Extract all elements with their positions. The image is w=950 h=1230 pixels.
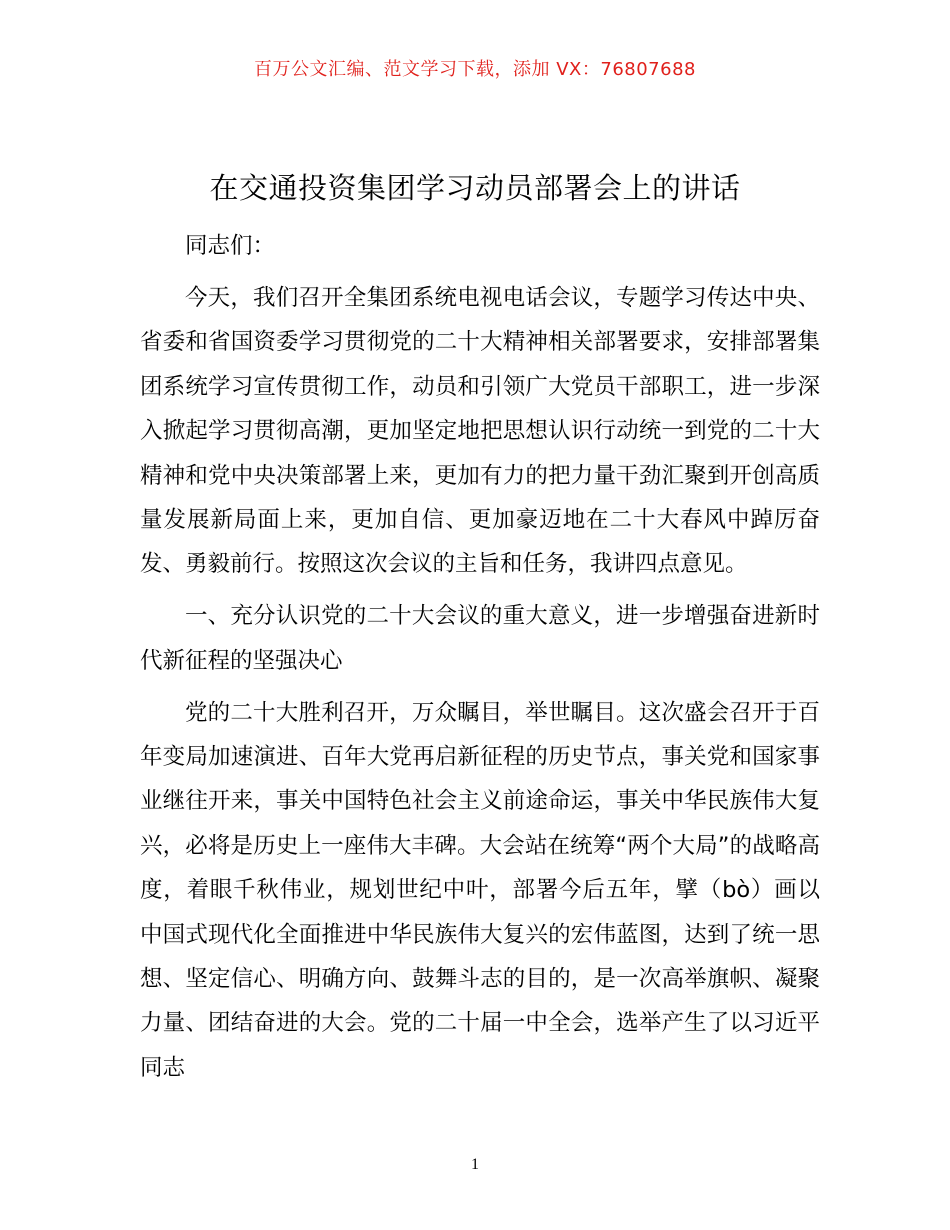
section-heading-1: 一、充分认识党的二十大会议的重大意义，进一步增强奋进新时代新征程的坚强决心 [140, 603, 820, 674]
paragraph-intro: 今天，我们召开全集团系统电视电话会议，专题学习传达中央、省委和省国资委学习贯彻党的二十大精神相关部署要求，安排部署集团系统学习宣传贯彻工作，动员和引领广大党员干部职工，进一步深入掀起学习贯彻高潮，更加坚定地把思想认识行动统一到党的二十大精神和党中央决策部署上来，更加有力的把力量干劲汇聚到开创高质量发展新局面上来，更加自信、更加豪迈地在二十大春风中踔厉奋发、勇毅前行。按照这次会议的主旨和任务，我讲四点意见。 [140, 284, 820, 578]
salutation: 同志们： [185, 233, 276, 259]
page-number: 1 [471, 1156, 479, 1173]
document-title: 在交通投资集团学习动员部署会上的讲话 [209, 171, 741, 205]
document-body [140, 224, 820, 1098]
header-watermark: 百万公文汇编、范文学习下载，添加 VX：76807688 [254, 59, 696, 80]
paragraph-section-1: 党的二十大胜利召开，万众瞩目，举世瞩目。这次盛会召开于百年变局加速演进、百年大党再启新征程的历史节点，事关党和国家事业继往开来，事关中国特色社会主义前途命运，事关中华民族伟大复兴，必将是历史上一座伟大丰碑。大会站在统筹“两个大局”的战略高度，着眼千秋伟业，规划世纪中叶，部署今后五年，擘（bò）画以中国式现代化全面推进中华民族伟大复兴的宏伟蓝图，达到了统一思想、坚定信心、明确方向、鼓舞斗志的目的，是一次高举旗帜、凝聚力量、团结奋进的大会。党的二十届一中全会，选举产生了以习近平同志 [140, 699, 820, 1081]
